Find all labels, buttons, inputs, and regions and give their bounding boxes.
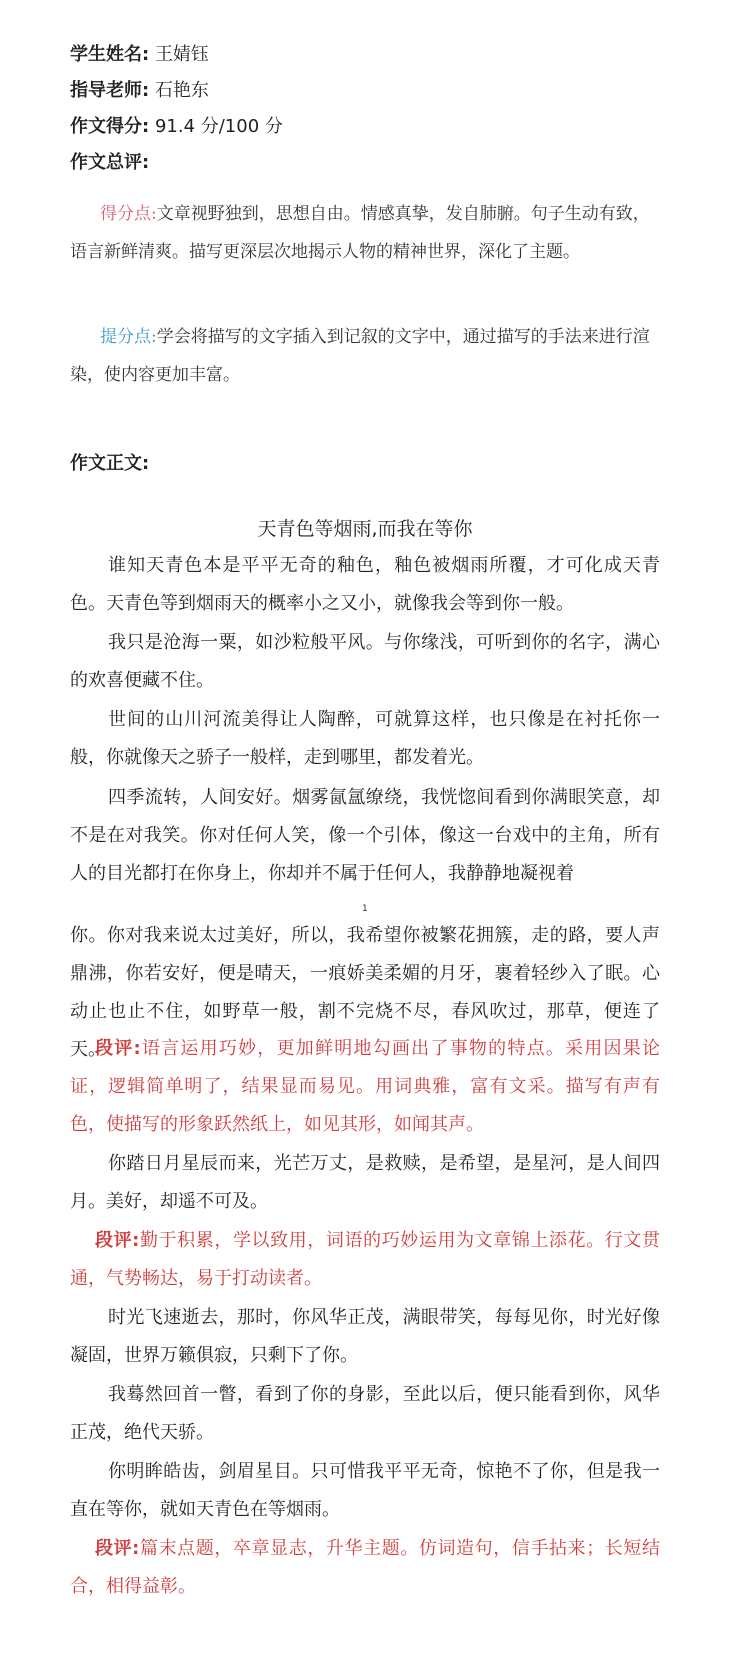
essay-paragraph: 我只是沧海一粟，如沙粒般平风。与你缘浅，可听到你的名字，满心的欢喜便藏不住。 bbox=[70, 632, 660, 691]
comment-text: 语言运用巧妙，更加鲜明地勾画出了事物的特点。采用因果论证，逻辑简单明了，结果显而易见。用词典雅，富有文采。描写有声有色，使描写的形象跃然纸上，如见其形，如闻其声。 bbox=[70, 1038, 660, 1135]
improve-points-review bbox=[70, 318, 660, 394]
essay-paragraph: 四季流转，人间安好。烟雾氤氲缭绕，我恍惚间看到你满眼笑意，却不是在对我笑。你对任何人笑，像一个引体，像这一台戏中的主角，所有人的目光都打在你身上，你却并不属于任何人，我静静地凝视着 bbox=[70, 787, 660, 884]
paragraph-comment bbox=[70, 1530, 660, 1606]
teacher-row bbox=[70, 79, 209, 103]
page-number: 1 bbox=[362, 904, 368, 914]
paragraph-comment bbox=[70, 1030, 660, 1144]
score-value: 91.4 分/100 分 bbox=[154, 116, 283, 137]
student-name-value: 王婧钰 bbox=[154, 44, 209, 65]
comment-text: 勤于积累，学以致用，词语的巧妙运用为文章锦上添花。行文贯通，气势畅达，易于打动读者。 bbox=[70, 1230, 660, 1289]
essay-paragraph-continued: 你。你对我来说太过美好，所以，我希望你被繁花拥簇，走的路，要人声鼎沸，你若安好，便是晴天，一痕娇美柔媚的月牙，裹着轻纱入了眠。心动止也止不住，如野草一般，割不完烧不尽，春风吹过，那草，便连了天。 bbox=[70, 925, 660, 1060]
teacher-label: 指导老师: bbox=[70, 80, 150, 101]
improve-points-tag: 提分点: bbox=[100, 327, 157, 347]
essay-paragraph: 你明眸皓齿，剑眉星目。只可惜我平平无奇，惊艳不了你，但是我一直在等你，就如天青色在等烟雨。 bbox=[70, 1461, 660, 1520]
student-name-label: 学生姓名: bbox=[70, 44, 150, 65]
essay-paragraph: 世间的山川河流美得让人陶醉，可就算这样，也只像是在衬托你一般，你就像天之骄子一般样，走到哪里，都发着光。 bbox=[70, 709, 660, 768]
essay-paragraph: 你踏日月星辰而来，光芒万丈，是救赎，是希望，是星河，是人间四月。美好，却遥不可及。 bbox=[70, 1153, 660, 1212]
score-label: 作文得分: bbox=[70, 116, 150, 137]
essay-paragraph: 时光飞速逝去，那时，你风华正茂，满眼带笑，每每见你，时光好像凝固，世界万籁俱寂，只剩下了你。 bbox=[70, 1307, 660, 1366]
essay-title: 天青色等烟雨,而我在等你 bbox=[257, 518, 473, 540]
improve-points-text: 学会将描写的文字插入到记叙的文字中，通过描写的手法来进行渲染，使内容更加丰富。 bbox=[70, 327, 650, 385]
comment-tag: 段评: bbox=[95, 1538, 140, 1559]
score-points-tag: 得分点: bbox=[100, 204, 157, 224]
essay-paragraph: 我蓦然回首一瞥，看到了你的身影，至此以后，便只能看到你，风华正茂，绝代天骄。 bbox=[70, 1384, 660, 1443]
body-label: 作文正文: bbox=[70, 453, 150, 474]
comment-tag: 段评: bbox=[95, 1230, 140, 1251]
score-points-text: 文章视野独到，思想自由。情感真挚，发自肺腑。句子生动有致，语言新鲜清爽。描写更深层次地揭示人物的精神世界，深化了主题。 bbox=[70, 204, 650, 262]
comment-text: 篇末点题，卒章显志，升华主题。仿词造句，信手拈来；长短结合，相得益彰。 bbox=[70, 1538, 660, 1597]
score-row bbox=[70, 115, 283, 139]
score-points-review bbox=[70, 195, 660, 271]
comment-tag: 段评: bbox=[95, 1038, 141, 1059]
paragraph-comment bbox=[70, 1222, 660, 1298]
essay-paragraph: 谁知天青色本是平平无奇的釉色，釉色被烟雨所覆，才可化成天青色。天青色等到烟雨天的概率小之又小，就像我会等到你一般。 bbox=[70, 555, 660, 614]
teacher-value: 石艳东 bbox=[154, 80, 209, 101]
student-name-row bbox=[70, 43, 209, 67]
summary-label: 作文总评: bbox=[70, 152, 150, 173]
